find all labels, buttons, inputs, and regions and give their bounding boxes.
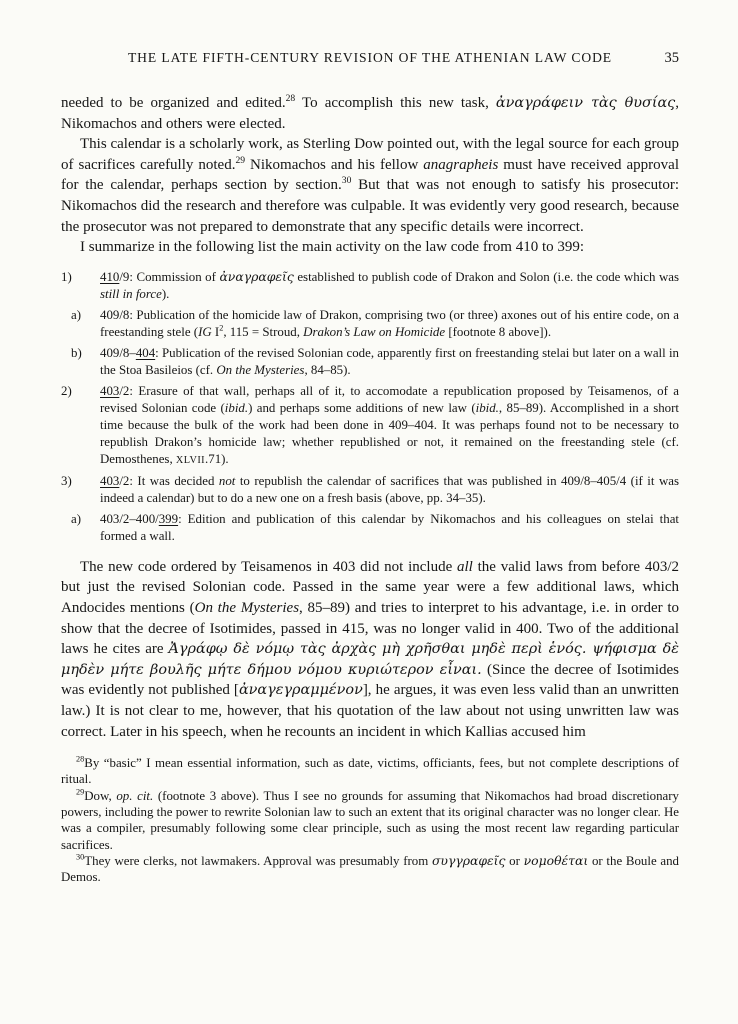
text-segment: op. cit.: [116, 788, 154, 803]
text-segment: On the Mysteries: [216, 362, 305, 377]
list-item-text: 409/8–404: Publication of the revised Solonian code, apparently first on freestanding stelai but later on a wall in the Stoa Basileios (cf. On the Mysteries, 84–85).: [100, 345, 679, 377]
text-segment: ἀναγεγραμμένον: [238, 682, 363, 699]
footnote-30: [61, 853, 679, 886]
list-item-marker: b): [71, 345, 82, 360]
text-segment: ibid.: [224, 400, 249, 415]
law-code-activity-list: [61, 269, 679, 545]
text-segment: 403: [100, 383, 120, 398]
page-header: [61, 50, 679, 70]
text-segment: 399: [158, 511, 179, 526]
list-item-1b: [61, 345, 679, 379]
text-segment: still in force: [100, 286, 162, 301]
footnote-29: [61, 788, 679, 853]
text-segment: 2: [219, 323, 224, 333]
text-segment: ibid.: [475, 400, 499, 415]
footnote-28: [61, 755, 679, 788]
text-segment: 29: [235, 154, 246, 166]
footnote-number: 29: [76, 787, 85, 797]
list-item-marker: 2): [61, 383, 72, 398]
footnote-number: 28: [76, 754, 85, 764]
text-segment: IG: [198, 324, 212, 339]
list-item-3: [61, 473, 679, 507]
paragraph-calendar: This calendar is a scholarly work, as Sterling Dow pointed out, with the legal source for each group of sacrifices carefully noted.$^{29}$ Nikomachos and his fellow anagrapheis must have received approval for the calendar, perhaps section by section.$^{30}$ But that was not enough to satisfy his prosecutor: Nikomachos did the research and therefore was culpable. It was evidently very good research, because the prosecutor was not prepared to demonstrate that any specific details were incorrect.: [61, 136, 679, 235]
footnote-text: Dow, op. cit. (footnote 3 above). Thus I see no grounds for assuming that Nikomachos had broad discretionary powers, including the power to rewrite Solonian law to such an extent that its original character was no longer clear. He was a compiler, presumably following some clear principle, such as using the most recent law regarding particular sacrifices.: [61, 788, 680, 852]
list-item-1a: [61, 307, 679, 341]
footnote-text: They were clerks, not lawmakers. Approval was presumably from συγγραφεῖς or νομοθέται or the Boule and Demos.: [61, 853, 679, 885]
footnote-number: 30: [76, 852, 85, 862]
text-segment: On the Mysteries: [194, 599, 300, 616]
paragraph-new-code: The new code ordered by Teisamenos in 403 did not include all the valid laws from before 403/2 but just the revised Solonian code. Passed in the same year were a few additional laws, which Andocides mentions (On the Mysteries, 85–89) and tries to interpret to his advantage, i.e. in order to show that the decree of Isotimides, passed in 415, was no longer valid in 400. Two of the additional laws he cites are Ἀγράφῳ δὲ νόμῳ τὰς ἀρχὰς μὴ χρῆσθαι μηδὲ περὶ ἑνός. ψήφισμα δὲ μηδὲν μήτε βουλῆς μήτε δήμου νόμου κυριώτερον εἶναι. (Since the decree of Isotimides was evidently not published [ἀναγεγραμμένον], he argues, it was even less valid than an unwritten law.) It is not clear to me, however, that his quotation of the law about not using unwritten law was correct. Later in his speech, when he recounts an incident in which Kallias accused him: [61, 558, 680, 740]
list-item-3a: [61, 511, 679, 545]
list-item-marker: 3): [61, 473, 72, 488]
text-segment: anagrapheis: [423, 156, 499, 173]
text-segment: 403: [100, 473, 120, 488]
text-segment: all: [457, 558, 473, 575]
running-title: THE LATE FIFTH-CENTURY REVISION OF THE ATHENIAN LAW CODE: [127, 50, 613, 65]
paragraph-summary-intro: I summarize in the following list the main activity on the law code from 410 to 399:: [80, 239, 585, 256]
footnotes: [61, 755, 679, 885]
list-item-text: 403/2–400/399: Edition and publication of this calendar by Nikomachos and his colleagues on stelai that formed a wall.: [100, 511, 679, 543]
text-segment: ἀναγραφεῖς: [219, 269, 294, 284]
text-segment: Ἀγράφῳ δὲ νόμῳ τὰς ἀρχὰς μὴ χρῆσθαι μηδὲ περὶ ἑνός. ψήφισμα δὲ μηδὲν μήτε βουλῆς μήτε δήμου νόμου κυριώτερον εἶναι.: [61, 641, 680, 678]
list-item-1: [61, 269, 679, 303]
list-item-text: 403/2: Erasure of that wall, perhaps all of it, to accomodate a republication proposed by Teisamenos, of a revised Solonian code (ibid.) and perhaps some additions of new law (ibid., 85–89). Accomplished in a short time because the bulk of the work had been done in 409–404. It was perhaps found not to be necessary to republish Drakon’s homicide law; whether republished or not, it remained on the freestanding stele (cf. Demosthenes, XLVII.71).: [100, 383, 679, 466]
text-segment: not: [218, 473, 236, 488]
list-item-marker: 1): [61, 269, 72, 284]
text-segment: νομοθέται: [523, 853, 589, 868]
text-segment: συγγραφεῖς: [431, 853, 506, 868]
text-segment: 410: [100, 269, 120, 284]
page-number: 35: [664, 50, 679, 66]
text-segment: 28: [285, 93, 296, 104]
list-item-text: 409/8: Publication of the homicide law of Drakon, comprising two (or three) axones out of his entire code, on a freestanding stele (IG $I^2$, 115 = Stroud, Drakon’s Law on Homicide [footnote 8 above]).: [100, 307, 679, 339]
text-segment: Drakon’s Law on Homicide: [303, 324, 446, 339]
list-item-2: [61, 383, 679, 469]
text-segment: 30: [341, 175, 352, 187]
list-item-text: 403/2: It was decided not to republish the calendar of sacrifices that was published in 409/8–405/4 (if it was indeed a calendar) but to do a new one on a fresh basis (above, pp. 34–35).: [100, 473, 679, 505]
paragraph-continuation: needed to be organized and edited.$^{28}$ To accomplish this new task, ἀναγράφειν τὰς θυσίας, Nikomachos and others were elected.: [61, 93, 679, 132]
list-item-marker: a): [71, 307, 82, 322]
text-segment: 404: [135, 345, 156, 360]
footnote-text: By “basic” I mean essential information, such as date, victims, officiants, fees, but not complete descriptions of ritual.: [61, 756, 679, 787]
text-segment: XLVII: [175, 454, 206, 466]
text-segment: ἀναγράφειν τὰς θυσίας: [495, 95, 676, 111]
list-item-text: 410/9: Commission of ἀναγραφεῖς established to publish code of Drakon and Solon (i.e. the code which was still in force).: [100, 269, 679, 301]
list-item-marker: a): [71, 511, 82, 526]
